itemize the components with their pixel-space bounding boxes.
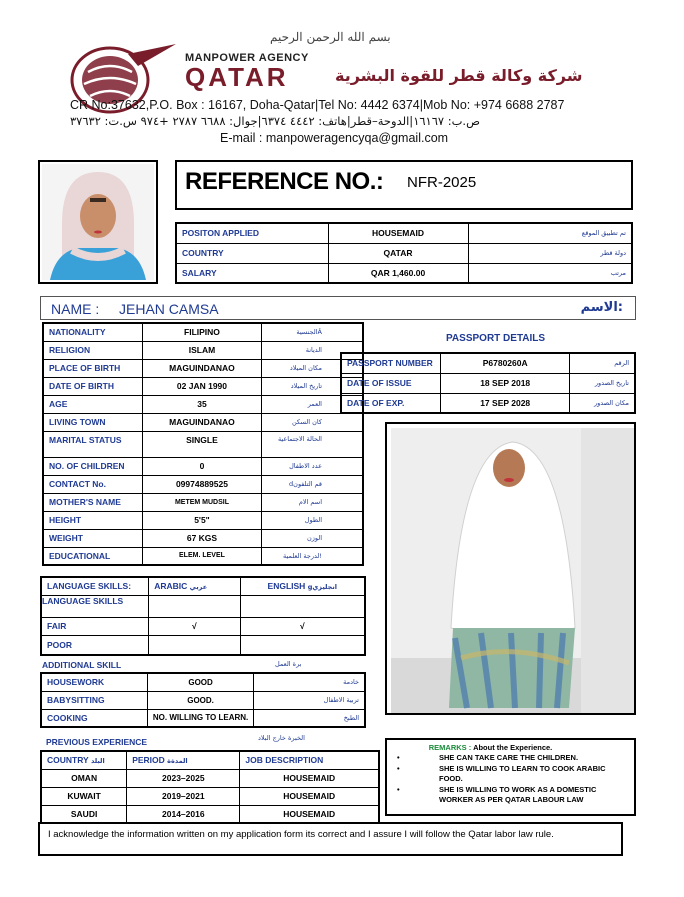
reference-box <box>175 160 633 210</box>
position-row-label: COUNTRY <box>176 243 328 263</box>
reference-value: NFR-2025 <box>407 174 477 191</box>
language-row <box>41 635 365 655</box>
personal-row-value: 67 KGS <box>143 529 262 547</box>
personal-row-label: WEIGHT <box>43 529 143 547</box>
personal-row <box>43 413 363 431</box>
fullbody-photo <box>391 428 634 713</box>
skill-row-label: BABYSITTING <box>41 691 147 709</box>
passport-row <box>341 393 635 413</box>
language-col-arabic: ARABIC عربي <box>149 577 240 595</box>
experience-row <box>41 769 379 787</box>
personal-row-label: MOTHER'S NAME <box>43 493 143 511</box>
personal-row-label: NO. OF CHILDREN <box>43 457 143 475</box>
portrait-frame <box>38 160 158 284</box>
personal-row <box>43 431 363 457</box>
additional-title-arabic: برة العمل <box>275 660 302 668</box>
position-row-label: POSITON APPLIED <box>176 223 328 243</box>
personal-row-arabic: الجنسيةÂ <box>261 323 363 341</box>
portrait-photo <box>42 164 154 280</box>
passport-row-value: 18 SEP 2018 <box>441 373 569 393</box>
language-header-label: LANGUAGE SKILLS: <box>41 577 149 595</box>
skill-row-arabic: تربية الاطفال <box>254 691 365 709</box>
skill-row-value: GOOD <box>147 673 253 691</box>
personal-row <box>43 395 363 413</box>
experience-title: PREVIOUS EXPERIENCE <box>46 737 148 747</box>
skill-row-label: COOKING <box>41 709 147 727</box>
personal-row <box>43 377 363 395</box>
personal-row-value: 09974889525 <box>143 475 262 493</box>
language-sub-label: LANGUAGE SKILLS <box>41 595 149 617</box>
personal-row-label: CONTACT No. <box>43 475 143 493</box>
personal-table <box>42 322 364 566</box>
passport-row-label: DATE OF ISSUE <box>341 373 441 393</box>
personal-row <box>43 493 363 511</box>
bullet-icon: • <box>397 764 400 773</box>
personal-row <box>43 529 363 547</box>
position-row-arabic: تم تطبيق الموقع <box>468 223 632 243</box>
experience-row <box>41 805 379 823</box>
personal-row-label: HEIGHT <box>43 511 143 529</box>
personal-row-value: MAGUINDANAO <box>143 413 262 431</box>
name-bar <box>40 296 636 320</box>
position-row-value: QATAR <box>328 243 468 263</box>
personal-row-arabic: الوزن <box>261 529 363 547</box>
personal-row <box>43 359 363 377</box>
experience-table <box>40 750 380 824</box>
passport-row <box>341 373 635 393</box>
personal-row-arabic: كان السكن <box>261 413 363 431</box>
email-line: E-mail : manpoweragencyqa@gmail.com <box>220 131 449 145</box>
remark-item <box>393 764 628 784</box>
position-row <box>176 263 632 283</box>
passport-title: PASSPORT DETAILS <box>446 333 546 344</box>
skill-row <box>41 673 365 691</box>
personal-row-value: 02 JAN 1990 <box>143 377 262 395</box>
experience-row-country: OMAN <box>41 769 127 787</box>
experience-row-job: HOUSEMAID <box>240 787 379 805</box>
personal-row-label: DATE OF BIRTH <box>43 377 143 395</box>
skill-row <box>41 709 365 727</box>
personal-row-label: RELIGION <box>43 341 143 359</box>
experience-row-job: HOUSEMAID <box>240 769 379 787</box>
personal-row <box>43 341 363 359</box>
contact-arabic: ص.ب: ١٦١٦٧|الدوحة–قطر|هاتف: ٤٤٤٢ ٦٣٧٤|جوال: ٦٦٨٨ ٢٧٨٧ +٩٧٤ س.ت: ٣٧٦٣٢ <box>70 114 480 128</box>
remark-text: SHE IS WILLING TO LEARN TO COOK ARABIC FOOD. <box>439 764 606 783</box>
language-row-label: POOR <box>41 635 149 655</box>
personal-row-arabic: مكان الميلاد <box>261 359 363 377</box>
remarks-list <box>393 753 628 805</box>
personal-row-label: AGE <box>43 395 143 413</box>
personal-row-label: MARITAL STATUS <box>43 431 143 457</box>
personal-row-arabic: العمر <box>261 395 363 413</box>
experience-row-period: 2023–2025 <box>127 769 240 787</box>
personal-row-label: PLACE OF BIRTH <box>43 359 143 377</box>
bullet-icon: • <box>397 753 400 762</box>
personal-row-value: METEM MUDSIL <box>143 493 262 511</box>
name-value: JEHAN CAMSA <box>119 301 219 317</box>
position-table <box>175 222 633 284</box>
personal-row-label: EDUCATIONAL <box>43 547 143 565</box>
personal-row-value: 35 <box>143 395 262 413</box>
position-row-arabic: دولة قطر <box>468 243 632 263</box>
experience-title-arabic: الخبرة خارج البلاد <box>258 734 305 742</box>
remarks-box <box>385 738 636 816</box>
calligraphy: بسم الله الرحمن الرحيم <box>270 30 391 44</box>
passport-row-arabic: تاريخ الصدور <box>569 373 635 393</box>
personal-row-arabic: الطول <box>261 511 363 529</box>
experience-row-country: SAUDI <box>41 805 127 823</box>
passport-row <box>341 353 635 373</box>
header <box>0 0 684 150</box>
language-row-label: FAIR <box>41 617 149 635</box>
contact-line: CR No:37632,P.O. Box : 16167, Doha-Qatar|Tel No: 4442 6374|Mob No: +974 6688 2787 <box>70 98 565 112</box>
passport-row-value: 17 SEP 2028 <box>441 393 569 413</box>
personal-row-label: NATIONALITY <box>43 323 143 341</box>
personal-row <box>43 457 363 475</box>
personal-row-arabic: الديانة <box>261 341 363 359</box>
skill-row <box>41 691 365 709</box>
exp-col-period: PERIOD المدةة <box>127 751 240 769</box>
additional-title: ADDITIONAL SKILL <box>42 660 122 670</box>
name-label: NAME : <box>51 301 100 317</box>
fullbody-frame <box>385 422 636 715</box>
language-table <box>40 576 366 656</box>
experience-row-country: KUWAIT <box>41 787 127 805</box>
passport-row-value: P6780260A <box>441 353 569 373</box>
position-row-value: HOUSEMAID <box>328 223 468 243</box>
personal-row <box>43 547 363 565</box>
language-row-arabic: √ <box>149 617 240 635</box>
personal-row-value: 5'5" <box>143 511 262 529</box>
personal-row <box>43 323 363 341</box>
personal-row <box>43 475 363 493</box>
acknowledgement-box <box>38 822 623 856</box>
position-row <box>176 243 632 263</box>
skill-row-arabic: الطبخ <box>254 709 365 727</box>
personal-row-arabic: عدد الاطفال <box>261 457 363 475</box>
remark-text: SHE CAN TAKE CARE THE CHILDREN. <box>439 753 579 762</box>
skills-table <box>40 672 366 728</box>
skill-row-value: NO. WILLING TO LEARN. <box>147 709 253 727</box>
bullet-icon: • <box>397 785 400 794</box>
position-row-label: SALARY <box>176 263 328 283</box>
language-row-english: √ <box>240 617 365 635</box>
personal-row-value: FILIPINO <box>143 323 262 341</box>
position-row-arabic: مرتب <box>468 263 632 283</box>
remarks-subtitle: About the Experience. <box>473 743 553 752</box>
reference-label: REFERENCE NO.: <box>185 168 384 195</box>
personal-row-arabic: dقم التلفون <box>261 475 363 493</box>
passport-table <box>340 352 636 414</box>
experience-row <box>41 787 379 805</box>
passport-row-label: DATE OF EXP. <box>341 393 441 413</box>
personal-row-arabic: لدرجة العلمية! <box>261 547 363 565</box>
agency-arabic-name: شركة وكالة قطر للقوة البشرية <box>335 66 583 85</box>
position-row-value: QAR 1,460.00 <box>328 263 468 283</box>
passport-row-label: PASSPORT NUMBER <box>341 353 441 373</box>
position-row <box>176 223 632 243</box>
language-row <box>41 617 365 635</box>
language-col-english: ENGLISH gانجليزي <box>240 577 365 595</box>
passport-row-arabic: الرقم <box>569 353 635 373</box>
agency-big-name: QATAR <box>185 62 289 92</box>
passport-row-arabic: مكان الصدور <box>569 393 635 413</box>
personal-row-value: MAGUINDANAO <box>143 359 262 377</box>
language-row-english <box>240 635 365 655</box>
language-row-arabic <box>149 635 240 655</box>
experience-row-job: HOUSEMAID <box>240 805 379 823</box>
exp-col-job: JOB DESCRIPTION <box>240 751 379 769</box>
remarks-heading <box>353 743 628 752</box>
personal-row-value: ELEM. LEVEL <box>143 547 262 565</box>
personal-row-label: LIVING TOWN <box>43 413 143 431</box>
remark-text: SHE IS WILLING TO WORK AS A DOMESTIC WORKER AS PER QATAR LABOUR LAW <box>439 785 597 804</box>
skill-row-value: GOOD. <box>147 691 253 709</box>
experience-row-period: 2014–2016 <box>127 805 240 823</box>
agency-small-name: MANPOWER AGENCY <box>185 52 309 64</box>
acknowledgement-text: I acknowledge the information written on my application form its correct and I assure I will follow the Qatar labor law rule. <box>48 829 554 840</box>
remark-item <box>393 785 628 805</box>
personal-row-arabic: تاريخ الميلاد <box>261 377 363 395</box>
skill-row-label: HOUSEWORK <box>41 673 147 691</box>
skill-row-arabic: خادمة <box>254 673 365 691</box>
personal-row-arabic: اسم الام <box>261 493 363 511</box>
name-arabic: الاسم: <box>580 300 623 315</box>
personal-row <box>43 511 363 529</box>
personal-row-value: 0 <box>143 457 262 475</box>
exp-col-country: COUNTRY البلد <box>41 751 127 769</box>
personal-row-value: SINGLE <box>143 431 262 457</box>
personal-row-value: ISLAM <box>143 341 262 359</box>
personal-row-arabic: الحالة الاجتماعية <box>261 431 363 457</box>
remark-item <box>393 753 628 763</box>
remarks-title: REMARKS : <box>428 743 472 752</box>
experience-row-period: 2019–2021 <box>127 787 240 805</box>
